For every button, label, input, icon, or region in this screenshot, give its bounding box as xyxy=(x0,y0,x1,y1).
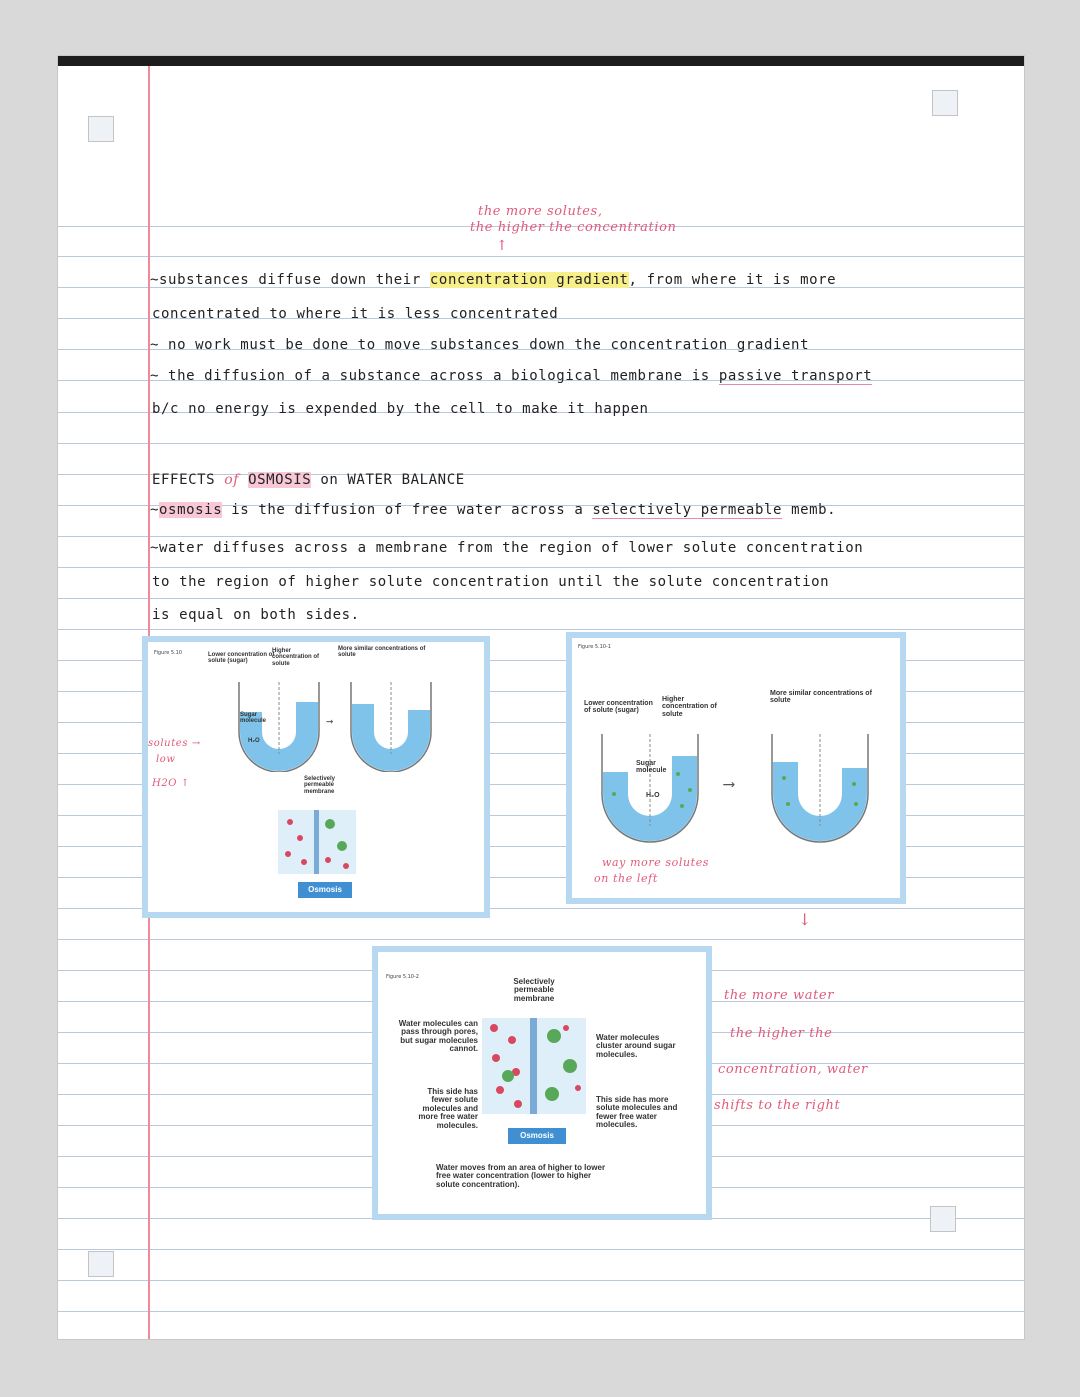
notes-line-4 xyxy=(150,368,872,384)
u-tube-after xyxy=(764,734,876,844)
annotation-line2: the higher the concentration xyxy=(470,220,677,235)
margin-note-solutes: solutes → xyxy=(148,738,201,749)
down-arrow-icon: ↓ xyxy=(798,910,813,929)
label-higher-concentration: Higher concentration of solute xyxy=(272,648,320,667)
arrow-right-icon: → xyxy=(326,714,334,728)
scan-top-edge xyxy=(58,56,1024,66)
annotation-way-more-solutes: way more solutes xyxy=(602,856,710,869)
margin-note-h2o: H2O ↑ xyxy=(152,778,190,789)
highlight-concentration-gradient: concentration gradient xyxy=(429,272,629,288)
underline-passive-transport: passive transport xyxy=(718,368,873,384)
text: , from where it is more xyxy=(628,272,837,288)
section-line-1 xyxy=(150,502,836,518)
binder-hole-bottom-right xyxy=(930,1206,956,1232)
figure-left xyxy=(142,636,490,918)
text: of xyxy=(224,472,240,488)
arrow-right-icon: ⟶ xyxy=(724,774,735,793)
section-heading xyxy=(152,472,465,488)
figure-number: Figure 5.10 xyxy=(154,650,182,656)
section-line-2: ~water diffuses across a membrane from the region of lower solute concentration xyxy=(150,540,864,556)
label-higher-concentration: Higher concentration of solute xyxy=(662,696,717,718)
membrane-diagram xyxy=(482,1018,586,1114)
label-sugar-molecule: Sugar molecule xyxy=(636,760,667,775)
u-tube-after xyxy=(346,682,436,772)
notebook-page xyxy=(58,56,1024,1339)
annotation-line1: the more solutes, xyxy=(478,204,603,219)
text: EFFECTS xyxy=(152,472,216,488)
text-fewer-solute: This side has fewer solute molecules and more free water molecules. xyxy=(418,1087,478,1130)
side-note-line2: the higher the xyxy=(730,1026,833,1041)
membrane-closeup xyxy=(278,810,356,874)
section-line-4: is equal on both sides. xyxy=(152,607,360,623)
side-note-line1: the more water xyxy=(724,988,835,1003)
bleed-through xyxy=(848,249,855,262)
label-lower-concentration: Lower concentration of solute (sugar) xyxy=(208,652,275,665)
figure-right xyxy=(566,632,906,904)
side-note-line4: shifts to the right xyxy=(714,1098,841,1113)
margin-note-low: low xyxy=(156,754,176,765)
text-cluster-sugar: Water molecules cluster around sugar molecules. xyxy=(596,1033,676,1059)
label-h2o: H₂O xyxy=(646,792,660,799)
label-selectively-permeable: Selectively permeable membrane xyxy=(304,776,336,795)
text: on WATER BALANCE xyxy=(320,472,465,488)
figure-number: Figure 5.10-1 xyxy=(578,644,611,650)
highlight-osmosis-def: osmosis xyxy=(159,502,223,518)
section-line-3: to the region of higher solute concentration until the solute concentration xyxy=(152,574,830,590)
label-lower-concentration: Lower concentration of solute (sugar) xyxy=(584,700,653,715)
notes-line-1 xyxy=(150,272,836,288)
text-water-pass: Water molecules can pass through pores, but sugar molecules cannot. xyxy=(398,1019,478,1054)
annotation-on-the-left: on the left xyxy=(594,872,658,885)
u-tube-before xyxy=(594,734,706,844)
label-similar-concentration: More similar concentrations of solute xyxy=(338,646,426,659)
osmosis-arrow: Osmosis xyxy=(508,1128,566,1144)
binder-hole-top-left xyxy=(88,116,114,142)
figure-number: Figure 5.10-2 xyxy=(386,974,419,980)
notes-line-3: ~ no work must be done to move substances down the concentration gradient xyxy=(150,337,810,353)
figure-caption: Water moves from an area of higher to lower free water concentration (lower to higher solute concentration). xyxy=(436,1163,606,1189)
side-note-line3: concentration, water xyxy=(718,1062,868,1077)
notes-line-2: concentrated to where it is less concentrated xyxy=(152,306,559,322)
label-selectively-permeable: Selectively permeable membrane xyxy=(513,977,555,1003)
annotation-arrow: ↑ xyxy=(496,238,509,254)
label-similar-concentration: More similar concentrations of solute xyxy=(770,690,872,705)
notes-line-5: b/c no energy is expended by the cell to make it happen xyxy=(152,401,649,417)
text: ~substances diffuse down their xyxy=(150,272,421,288)
u-tube-before xyxy=(234,682,324,772)
label-sugar-molecule: Sugar molecule xyxy=(240,712,267,725)
figure-bottom xyxy=(372,946,712,1220)
osmosis-arrow: Osmosis xyxy=(298,882,352,898)
text: ~ xyxy=(150,502,160,518)
binder-hole-top-right xyxy=(932,90,958,116)
text: ~ the diffusion of a substance across a biological membrane is xyxy=(150,368,710,384)
highlight-osmosis: OSMOSIS xyxy=(248,472,312,488)
underline-selectively-permeable: selectively permeable xyxy=(592,502,783,518)
text: memb. xyxy=(791,502,837,518)
text-more-solute: This side has more solute molecules and fewer free water molecules. xyxy=(596,1095,678,1130)
binder-hole-bottom-left xyxy=(88,1251,114,1277)
label-h2o: H₂O xyxy=(248,738,260,744)
text: is the diffusion of free water across a xyxy=(231,502,584,518)
